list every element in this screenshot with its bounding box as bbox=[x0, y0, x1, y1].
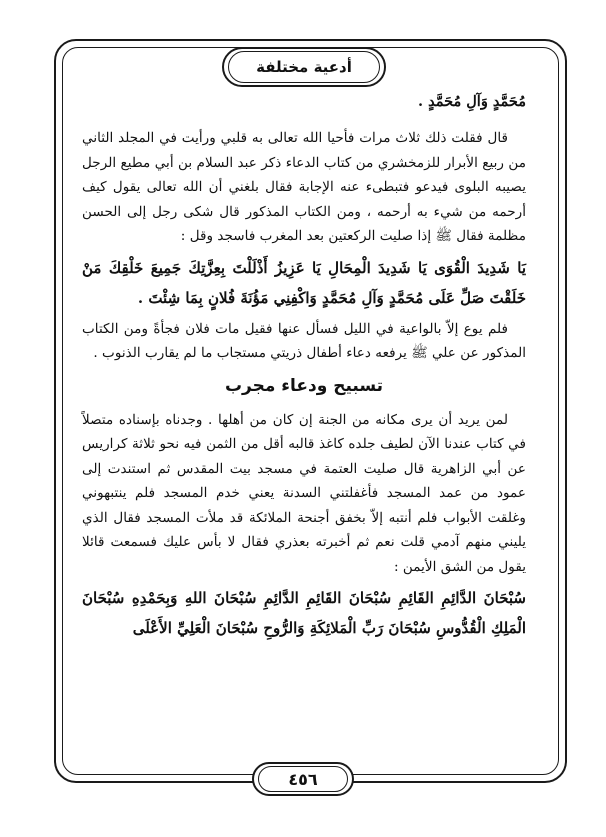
paragraph-1: قال فقلت ذلك ثلاث مرات فأحيا الله تعالى به قلبي ورأيت في المجلد الثاني من ربيع الأبرار للزمخشري من كتاب الدعاء ذكر عبد السلام بن أبي مطيع الرجل يصيبه البلوى فيدعو فتبطىء عنه الإجابة فقال بلغني أن الله تعالى يقول كيف أرحمه من شيء به أرحمه ، ومن الكتاب المذكور قال شكى رجل إلى الحسن مظلمة فقال ﷺ إذا صليت الركعتين بعد المغرب فاسجد وقل : bbox=[82, 130, 526, 244]
paragraph-2: فلم يوع إلاّ بالواعية في الليل فسأل عنها فقيل مات فلان فجأةً ومن الكتاب المذكور عن علي ﷺ يرفعه دعاء أطفال ذريتي مستجاب ما لم يقارب الذنوب . bbox=[82, 320, 526, 361]
page-content bbox=[82, 88, 526, 643]
page-number: ٤٥٦ bbox=[258, 766, 348, 792]
section-title: تسبيح ودعاء مجرب bbox=[224, 375, 384, 396]
supplication-verse-2: سُبْحَانَ الدَّائِمِ القَائِمِ سُبْحَانَ القَائِمِ الدَّائِمِ سُبْحَانَ اللهِ وَبِحَمْدِهِ سُبْحَانَ الْمَلِكِ الْقُدُّوسِ سُبْحَانَ رَبِّ الْمَلائِكَةِ وَالرُّوحِ سُبْحَانَ الْعَلِيِّ الأَعْلَى bbox=[82, 589, 526, 637]
header-title: أدعية مختلفة bbox=[228, 51, 380, 83]
supplication-verse-1: يَا شَدِيدَ الْقُوَى يَا شَدِيدَ الْمِحَالِ يَا عَزِيزُ أَذْلَلْتَ بِعِزَّتِكَ جَمِيعَ خَلْقِكَ مَنْ خَلَقْتَ صَلِّ عَلَى مُحَمَّدٍ وَآلِ مُحَمَّدٍ وَاكْفِنِي مَؤُنَةَ فُلانٍ بِمَا شِئْتَ . bbox=[82, 258, 526, 307]
top-line: مُحَمَّدٍ وَآلِ مُحَمَّدٍ . bbox=[418, 93, 526, 110]
paragraph-3: لمن يريد أن يرى مكانه من الجنة إن كان من أهلها . وجدناه بإسناده متصلاً في كتاب عندنا الآن لطيف جلده كاغذ قالبه أقل من الثمن فيه نحو ثلاثة كراريس عن أبي الزاهرية قال صليت العتمة في مسجد بيت المقدس ثم استندت إلى عمود من عمد المسجد فأغفلتني السدنة يعني خدم المسجد فلم ينتبهوني وغلقت الأبواب فلم أنتبه إلاّ بخفق أجنحة الملائكة قد ملأت المسجد فقال الذي يليني منهم آدمي قلت نعم ثم أخبرته بعذري فقال لا بأس عليك فسمعت قائلا يقول من الشق الأيمن : bbox=[82, 411, 526, 575]
